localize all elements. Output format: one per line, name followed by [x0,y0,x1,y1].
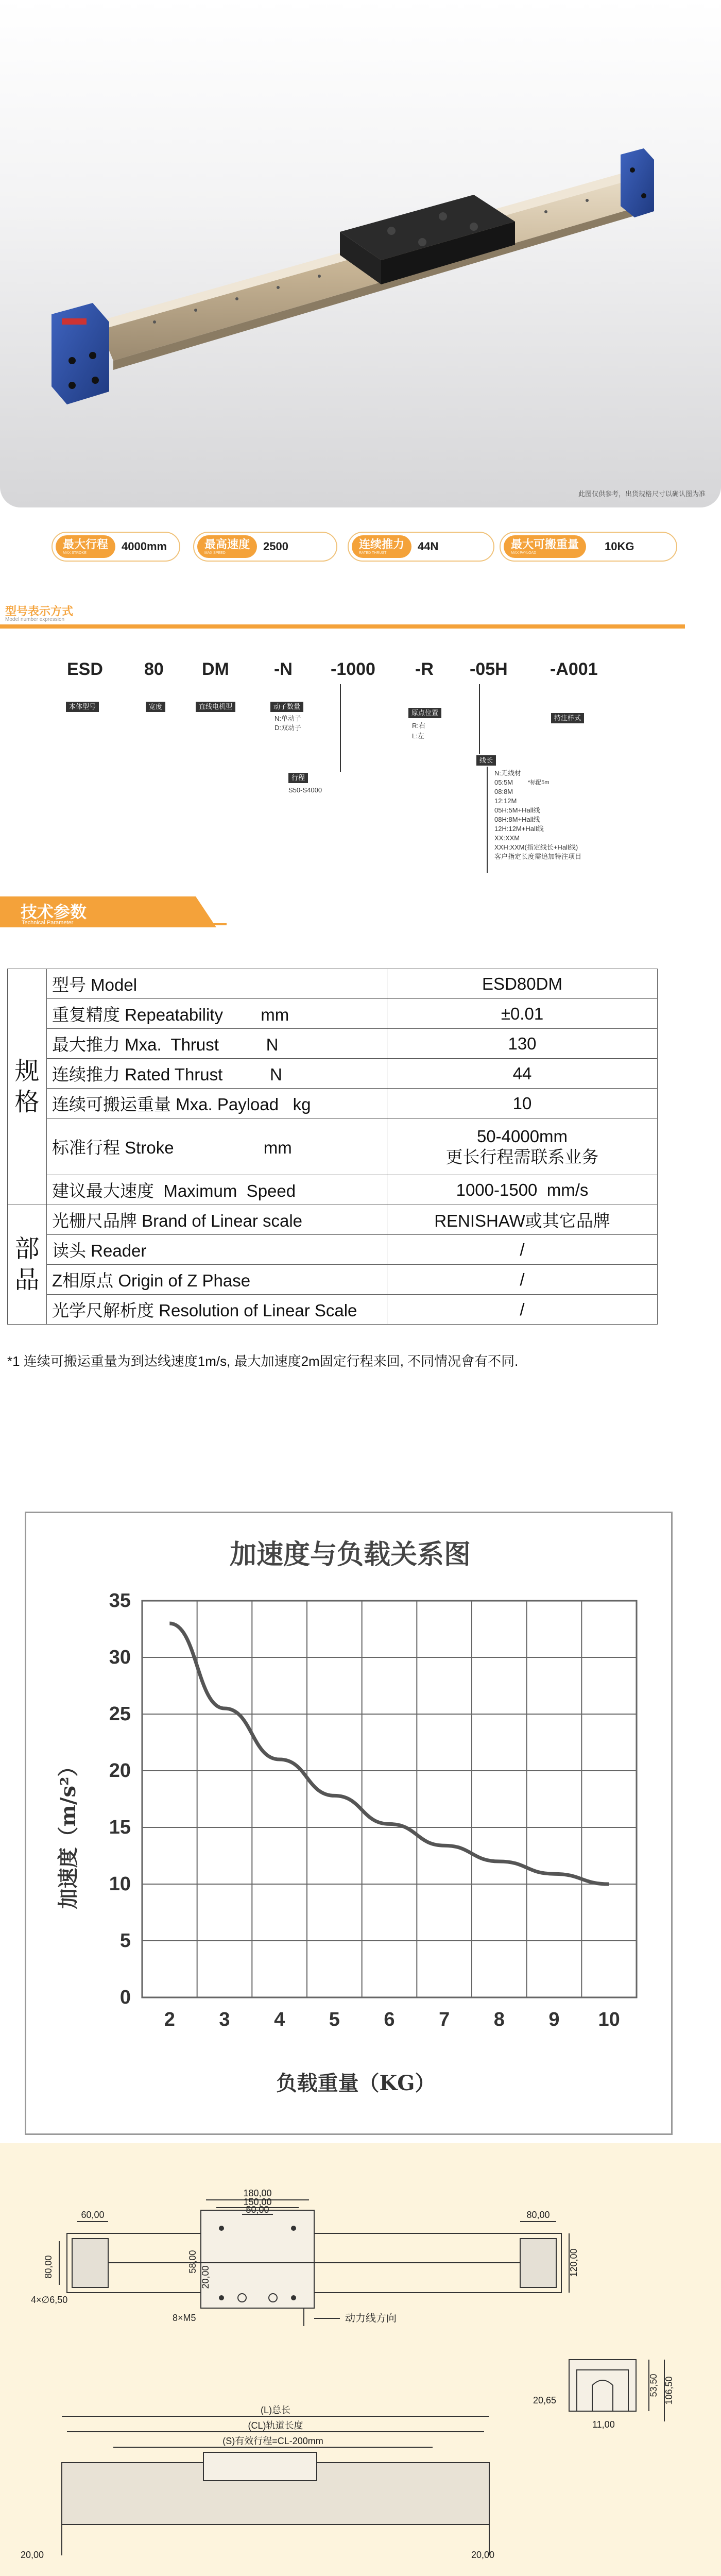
spec-value: 10 [387,1089,658,1118]
y-tick-label: 35 [109,1590,131,1612]
x-tick-label: 7 [439,2009,450,2030]
spec-value: ESD80DM [387,969,658,999]
dim-label: 8×M5 [173,2313,196,2323]
spec-label: 最高速度 [204,537,250,551]
cable-tag: 线长 [476,755,496,766]
group-label: 部品 [8,1205,47,1325]
spec-param: 光栅尺品牌 Brand of Linear scale [47,1205,387,1235]
dim-label: 20,00 [200,2265,211,2289]
n-option: D:双动子 [274,724,302,732]
spec-pill-stroke: 最大行程 MAX STROKE 4000mm [52,532,180,562]
dim-label: 180,00 [243,2188,272,2198]
x-tick-label: 3 [219,2009,230,2030]
code-tag: 动子数量 [270,702,303,712]
code-tag: 宽度 [146,702,165,712]
code-part: ESD [67,659,103,679]
dim-label: 60,00 [81,2210,105,2220]
origin-option: L:左 [412,732,424,740]
spec-pill-payload: 最大可搬重量 MAX PAYLOAD 10KG [500,532,677,562]
dimension-drawing [0,2143,721,2576]
footnote: *1 连续可搬运重量为到达线速度1m/s, 最大加速度2m固定行程来回, 不同情况會有不同. [7,1353,519,1369]
dim-label: 4×∅6,50 [31,2295,68,2305]
chart-series-line [169,1623,609,1884]
section-subtitle: Technical Parameter [22,920,74,926]
stroke-tag: 行程 [288,773,308,783]
linear-module-image [0,0,721,507]
spec-value: 50-4000mm 更长行程需联系业务 [387,1118,658,1175]
x-tick-label: 9 [548,2009,560,2030]
spec-value: RENISHAW或其它品牌 [387,1205,658,1235]
x-tick-label: 4 [274,2009,285,2030]
dim-label: (CL)轨道长度 [248,2420,303,2431]
y-tick-label: 15 [109,1817,131,1838]
dim-label: 50,00 [246,2205,269,2215]
spec-param: 连续可搬运重量 Mxa. Payload kg [47,1089,387,1118]
code-part: -A001 [550,659,598,679]
cable-option: N:无线材 [494,769,522,777]
dim-label: 106,50 [664,2376,674,2405]
x-tick-label: 10 [598,2009,620,2030]
spec-param: 连续推力 Rated Thrust N [47,1059,387,1089]
code-part: 80 [144,659,164,679]
y-tick-label: 5 [119,1930,131,1952]
spec-label: 连续推力 [359,537,405,551]
y-tick-label: 20 [109,1760,131,1782]
spec-param: 最大推力 Mxa. Thrust N [47,1029,387,1059]
spec-pill-speed: 最高速度 MAX SPEED 2500 [193,532,337,562]
cable-option: 12H:12M+Hall线 [494,825,544,833]
cable-direction-label: 动力线方向 [345,2313,397,2324]
spec-param: 标准行程 Stroke mm [47,1118,387,1175]
chart-frame [25,1512,673,2135]
section-subtitle: Model number expression [5,617,65,622]
dim-label: (L)总长 [261,2405,290,2415]
group-label: 规格 [8,969,47,1205]
spec-param: Z相原点 Origin of Z Phase [47,1265,387,1295]
dim-label: 80,00 [43,2255,54,2279]
code-part: -05H [470,659,508,679]
dim-label: 20,00 [21,2550,44,2560]
dim-label: 150,00 [243,2197,272,2207]
dim-label: 53,50 [648,2374,659,2397]
disclaimer-note: 此图仅供参考，出货规格尺寸以确认图为准 [578,490,706,498]
drawing-svg [0,2143,721,2576]
cable-note: *标配5m [528,779,550,786]
code-tag: 直线电机型 [196,702,235,712]
n-option: N:单动子 [274,715,302,722]
spec-value: 44 [387,1059,658,1089]
cable-option: 08:8M [494,788,513,795]
chart-title: 加速度与负载关系图 [229,1539,471,1570]
spec-param: 重复精度 Repeatability mm [47,999,387,1029]
cable-option: XX:XXM [494,834,520,842]
spec-param: 读头 Reader [47,1235,387,1265]
y-tick-label: 30 [109,1647,131,1668]
y-tick-label: 10 [109,1873,131,1895]
dim-label: 80,00 [526,2210,550,2220]
stroke-range: S50-S4000 [288,786,322,794]
x-tick-label: 6 [384,2009,395,2030]
spec-value: 10KG [605,540,634,553]
dim-label: 58,00 [187,2250,198,2274]
spec-value: / [387,1295,658,1325]
dim-label: (S)有效行程=CL-200mm [222,2436,323,2446]
x-tick-label: 8 [493,2009,505,2030]
section-title: 技术参数 [21,903,87,921]
spec-value: ±0.01 [387,999,658,1029]
spec-value: / [387,1265,658,1295]
cable-option: 客户指定长度需追加特注项目 [494,853,582,860]
y-tick-label: 25 [109,1703,131,1725]
acceleration-load-chart [26,1513,671,2133]
code-part: -N [274,659,293,679]
origin-option: R:右 [412,722,426,730]
spec-value: / [387,1235,658,1265]
y-axis-label: 加速度（m/s²） [56,1756,80,1909]
code-tag: 本体型号 [66,702,99,712]
dim-label: 20,65 [533,2395,557,2405]
y-tick-label: 0 [119,1987,131,2008]
x-tick-label: 5 [329,2009,340,2030]
spec-label: 最大行程 [63,537,109,551]
product-hero [0,0,721,507]
dim-label: 120,00 [569,2248,579,2277]
x-tick-label: 2 [164,2009,175,2030]
spec-value: 2500 [263,540,288,553]
plot-area [142,1601,637,1997]
code-part: -R [415,659,434,679]
cable-option: 05H:5M+Hall线 [494,806,540,814]
code-tag: 原点位置 [408,708,441,718]
x-axis-label: 负载重量（KG） [276,2071,436,2095]
code-part: -1000 [331,659,375,679]
cable-option: 12:12M [494,797,517,805]
spec-value: 1000-1500 mm/s [387,1175,658,1205]
dim-label: 20,00 [471,2550,495,2560]
code-part: DM [202,659,229,679]
spec-label: 最大可搬重量 [511,537,579,551]
cable-option: XXH:XXM(指定线长+Hall线) [494,843,578,851]
section-title: 型号表示方式 [5,605,74,618]
spec-table [7,969,658,1325]
section-bar [0,624,685,629]
spec-value: 130 [387,1029,658,1059]
spec-pill-thrust: 连续推力 RATED THRUST 44N [348,532,494,562]
spec-param: 建议最大速度 Maximum Speed [47,1175,387,1205]
spec-param: 型号 Model [47,969,387,999]
cable-option: 08H:8M+Hall线 [494,816,540,823]
code-tag: 特注样式 [551,713,584,723]
cable-option: 05:5M [494,778,513,786]
spec-value: 4000mm [122,540,167,553]
spec-param: 光学尺解析度 Resolution of Linear Scale [47,1295,387,1325]
dim-label: 11,00 [592,2419,615,2430]
spec-value: 44N [418,540,439,553]
